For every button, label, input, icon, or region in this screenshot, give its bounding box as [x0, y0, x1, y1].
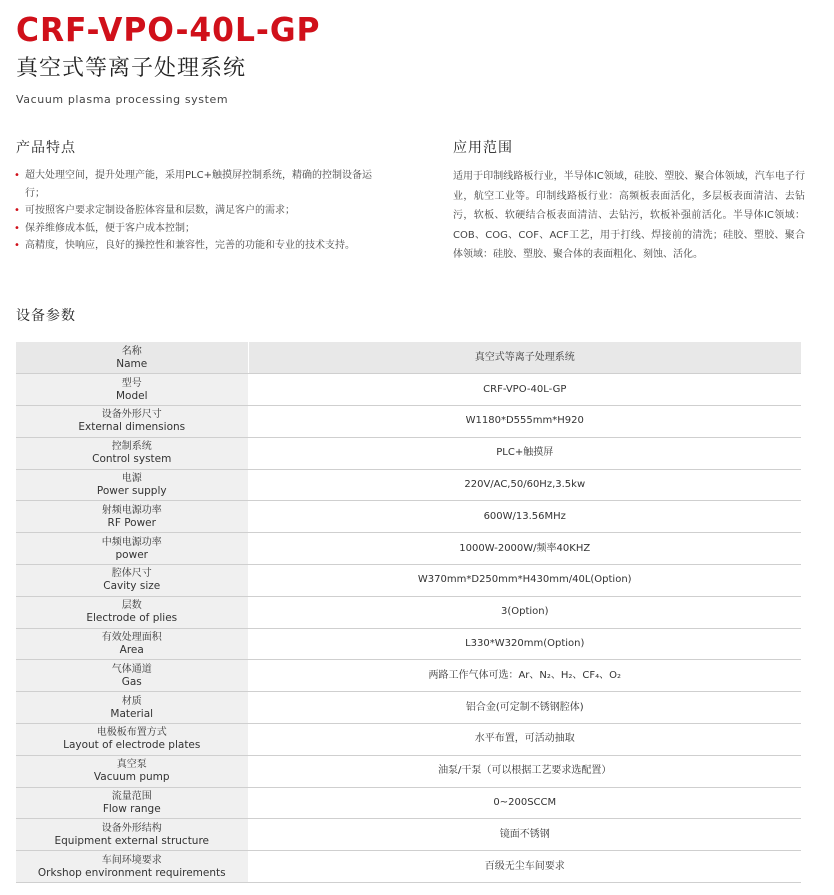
param-name-cell	[16, 406, 248, 438]
feature-text: 高精度，快响应，良好的操控性和兼容性，完善的功能和专业的技术支持。	[25, 240, 355, 251]
table-row	[16, 787, 801, 819]
param-name-en: Material	[110, 707, 154, 720]
table-row	[16, 692, 801, 724]
product-title-cn: 真空式等离子处理系统	[16, 56, 247, 81]
feature-item	[14, 237, 374, 255]
product-title-en: Vacuum plasma processing system	[16, 93, 229, 106]
param-name-en: Vacuum pump	[93, 771, 170, 784]
applications-text: 适用于印制线路板行业，半导体IC领域，硅胶、塑胶、聚合体领域，汽车电子行业，航空工业等。印制线路板行业：高频板表面活化，多层板表面清洁、去钻污，软板、软硬结合板表面清洁、去钻污，软板补强前活化。半导体IC领域：COB、COG、COF、ACF工艺，用于打线、焊接前的清洗；硅胶、塑胶、聚合体领域：硅胶、塑胶、聚合体的表面粗化、刻蚀、活化。	[453, 171, 805, 260]
table-row	[16, 851, 801, 883]
feature-item	[14, 220, 374, 238]
param-name-cn: 设备外形结构	[101, 822, 162, 834]
param-name-cn: 流量范围	[111, 791, 152, 803]
feature-item	[14, 167, 374, 202]
param-name-en: Equipment external structure	[54, 834, 210, 847]
table-row	[16, 342, 801, 374]
param-name-cell	[16, 342, 248, 374]
param-name-en: Layout of electrode plates	[63, 739, 201, 752]
param-name-en: Area	[119, 644, 144, 657]
param-name-cell	[16, 660, 248, 692]
param-name-en: power	[115, 548, 148, 561]
table-row	[16, 724, 801, 756]
param-name-cell	[16, 437, 248, 469]
param-name-cn: 腔体尺寸	[111, 568, 152, 580]
param-name-cell	[16, 628, 248, 660]
param-name-cell	[16, 787, 248, 819]
param-name-en: Power supply	[96, 485, 167, 498]
param-name-en: Orkshop environment requirements	[37, 866, 226, 879]
table-row	[16, 596, 801, 628]
param-name-cn: 材质	[121, 695, 142, 707]
feature-text: 可按照客户要求定制设备腔体容量和层数，满足客户的需求；	[25, 205, 295, 216]
param-value-cell: 0~200SCCM	[248, 787, 801, 819]
param-name-cn: 控制系统	[111, 441, 152, 453]
table-row	[16, 533, 801, 565]
param-name-cn: 中频电源功率	[101, 536, 162, 548]
param-name-cn: 层数	[121, 600, 142, 612]
table-row	[16, 406, 801, 438]
param-name-cn: 有效处理面积	[101, 632, 162, 644]
table-row	[16, 755, 801, 787]
param-name-en: External dimensions	[78, 421, 186, 434]
param-name-cell	[16, 851, 248, 883]
param-value-cell: PLC+触摸屏	[248, 437, 801, 469]
param-name-cell	[16, 565, 248, 597]
model-title: CRF-VPO-40L-GP	[16, 10, 321, 49]
param-value-cell: 两路工作气体可选：Ar、N₂、H₂、CF₄、O₂	[248, 660, 801, 692]
table-row	[16, 819, 801, 851]
param-name-cn: 射频电源功率	[101, 504, 162, 516]
table-row	[16, 469, 801, 501]
param-name-en: Gas	[121, 675, 142, 688]
param-name-en: Flow range	[102, 803, 161, 816]
param-name-cn: 电极板布置方式	[96, 727, 167, 739]
param-value-cell: 镜面不锈钢	[248, 819, 801, 851]
bullet-icon: •	[14, 240, 20, 251]
table-row	[16, 565, 801, 597]
param-name-cell	[16, 469, 248, 501]
param-name-cell	[16, 533, 248, 565]
table-row	[16, 374, 801, 406]
feature-item	[14, 202, 374, 220]
param-value-cell: 水平布置，可活动抽取	[248, 724, 801, 756]
param-name-cn: 车间环境要求	[101, 854, 162, 866]
param-name-cn: 气体通道	[111, 663, 152, 675]
param-name-cell	[16, 819, 248, 851]
param-name-cn: 型号	[121, 377, 142, 389]
param-value-cell: W370mm*D250mm*H430mm/40L(Option)	[248, 565, 801, 597]
param-name-cn: 真空泵	[116, 759, 147, 771]
param-value-cell: 真空式等离子处理系统	[248, 342, 801, 374]
param-value-cell: 油泵/干泵（可以根据工艺要求选配置）	[248, 755, 801, 787]
params-heading: 设备参数	[16, 308, 76, 324]
param-value-cell: 1000W-2000W/频率40KHZ	[248, 533, 801, 565]
bullet-icon: •	[14, 205, 20, 216]
bullet-icon: •	[14, 170, 20, 181]
param-name-cell	[16, 755, 248, 787]
feature-text: 保养维修成本低，便于客户成本控制；	[25, 222, 195, 234]
param-name-cell	[16, 501, 248, 533]
param-value-cell: L330*W320mm(Option)	[248, 628, 801, 660]
param-value-cell: 3(Option)	[248, 596, 801, 628]
applications-heading: 应用范围	[453, 140, 513, 156]
param-value-cell: 600W/13.56MHz	[248, 501, 801, 533]
param-name-en: Cavity size	[103, 580, 161, 593]
param-value-cell: W1180*D555mm*H920	[248, 406, 801, 438]
param-name-en: Electrode of plies	[86, 612, 178, 625]
param-name-en: Name	[116, 357, 148, 370]
param-name-en: RF Power	[107, 516, 156, 529]
param-value-cell: 铝合金(可定制不锈钢腔体)	[248, 692, 801, 724]
table-row	[16, 437, 801, 469]
params-table	[16, 342, 801, 883]
param-value-cell: 220V/AC,50/60Hz,3.5kw	[248, 469, 801, 501]
param-name-en: Model	[115, 389, 148, 402]
table-row	[16, 501, 801, 533]
features-heading: 产品特点	[16, 140, 76, 156]
feature-text: 超大处理空间，提升处理产能，采用PLC+触摸屏控制系统，精确的控制设备运行；	[25, 170, 372, 199]
param-value-cell: CRF-VPO-40L-GP	[248, 374, 801, 406]
param-name-cn: 设备外形尺寸	[101, 409, 162, 421]
param-name-cell	[16, 374, 248, 406]
param-name-en: Control system	[92, 453, 172, 466]
param-name-cell	[16, 596, 248, 628]
param-name-cell	[16, 692, 248, 724]
param-value-cell: 百级无尘车间要求	[248, 851, 801, 883]
param-name-cell	[16, 724, 248, 756]
table-row	[16, 628, 801, 660]
param-name-cn: 电源	[121, 473, 142, 485]
bullet-icon: •	[14, 222, 20, 234]
param-name-cn: 名称	[121, 345, 142, 357]
table-row	[16, 660, 801, 692]
features-list	[14, 167, 374, 255]
